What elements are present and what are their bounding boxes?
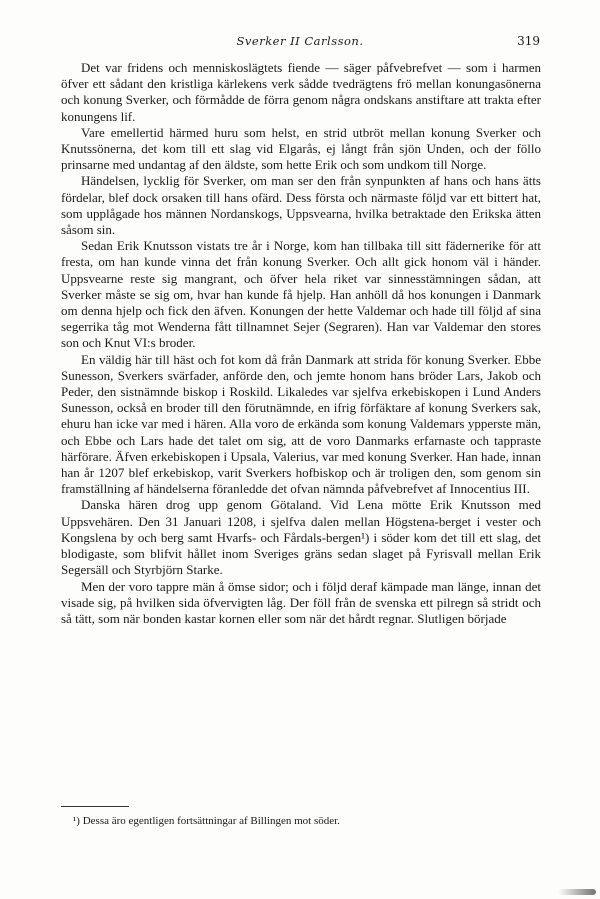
paragraph-2: Vare emellertid härmed huru som helst, en strid utbröt mellan konung Sverker och Knutssönerna, det kom till ett slag vid Elgarås, ej långt från sjön Unden, och der föllo prinsarne med undantag af den äldste, som hette Erik och som undkom till Norge.	[61, 124, 541, 173]
running-head	[60, 34, 540, 50]
body-text	[61, 60, 541, 627]
paragraph-4: Sedan Erik Knutsson vistats tre år i Norge, kom han tillbaka till sitt fädernerike för att fresta, om han kunde vinna det från konung Sverker. Och allt gick honom väl i händer. Uppsvearne reste sig mangrant, och öfver hela riket var sinnesstämningen sådan, att Sverker måste se sig om, hvar han kunde få hjelp. Han anhöll då hos konungen i Danmark om denna hjelp och fick den äfven. Konungen der hette Valdemar och hade till följd af sina segerrika tåg mot Wenderna fått tillnamnet Sejer (Segraren). Han var Valdemar den stores son och Knut VI:s broder.	[61, 238, 541, 351]
paragraph-6: Danska hären drog upp genom Götaland. Vid Lena mötte Erik Knutsson med Uppsvehären. Den 31 Januari 1208, i sjelfva dalen mellan Högstena-berget i vester och Kongslena by och berg samt Hvarfs- och Fårdals-bergen¹) i söder kom det till ett slag, det blodigaste, som blifvit hållet inom Sveriges gräns sedan slaget på Fyrisvall mellan Erik Segersäll och Styrbjörn Starke.	[61, 497, 541, 578]
paragraph-3: Händelsen, lycklig för Sverker, om man ser den från synpunkten af hans och hans ätts fördelar, blef dock orsaken till hans ofärd. Dess första och närmaste följd var ett bittert hat, som upplågade hos männen Nordanskogs, Uppsvearna, hvilka betraktade den Erikska ätten såsom sin.	[61, 173, 541, 238]
footnote-divider	[61, 806, 129, 807]
paragraph-1: Det var fridens och menniskoslägtets fiende — säger påfvebrefvet — som i harmen öfver ett sådant den kristliga kärlekens verk sådde tvedrägtens frö mellan konungasönerna och konung Sverker, och förmådde de förra genom några ondskans anstiftare att trakta efter konungens lif.	[61, 60, 541, 124]
paragraph-7: Men der voro tappre män å ömse sidor; och i följd deraf kämpade man länge, innan det visade sig, på hvilken sida öfvervigten låg. Der föll från de svenska ett pilregn så stridt och så tätt, som när bonden kastar kornen eller som när det hårdt regnar. Slutligen började	[61, 578, 541, 626]
footnote-marker: ¹)	[73, 815, 80, 827]
running-title: Sverker II Carlsson.	[236, 34, 364, 48]
paragraph-5: En väldig här till häst och fot kom då från Danmark att strida för konung Sverker. Ebbe Sunesson, Sverkers svärfader, anförde den, och jemte honom hans bröder Lars, Jakob och Peder, den sistnämnde biskop i Roskild. Likaledes var sjelfva erkebiskopen i Lund Anders Sunesson, också en broder till den förutnämnde, en ifrig förfäktare af konung Sverkers sak, ehuru han icke var med i hären. Alla voro de erkända som konung Valdemars ypperste män, och Ebbe och Lars hade det talet om sig, att de voro Danmarks erfarnaste och tappraste härförare. Äfven erkebiskopen i Upsala, Valerius, var med konung Sverker. Han hade, innan han år 1207 blef erkebiskop, varit Sverkers hofbiskop och är troligen den, som genom sin framställning af händelserna föranledde det ofvan nämnda påfvebrefvet af Innocentius III.	[61, 351, 541, 497]
footnote	[61, 814, 553, 828]
footnote-text: Dessa äro egentligen fortsättningar af Billingen mot söder.	[82, 815, 340, 827]
page-number: 319	[517, 34, 540, 48]
scan-smudge	[558, 889, 596, 895]
